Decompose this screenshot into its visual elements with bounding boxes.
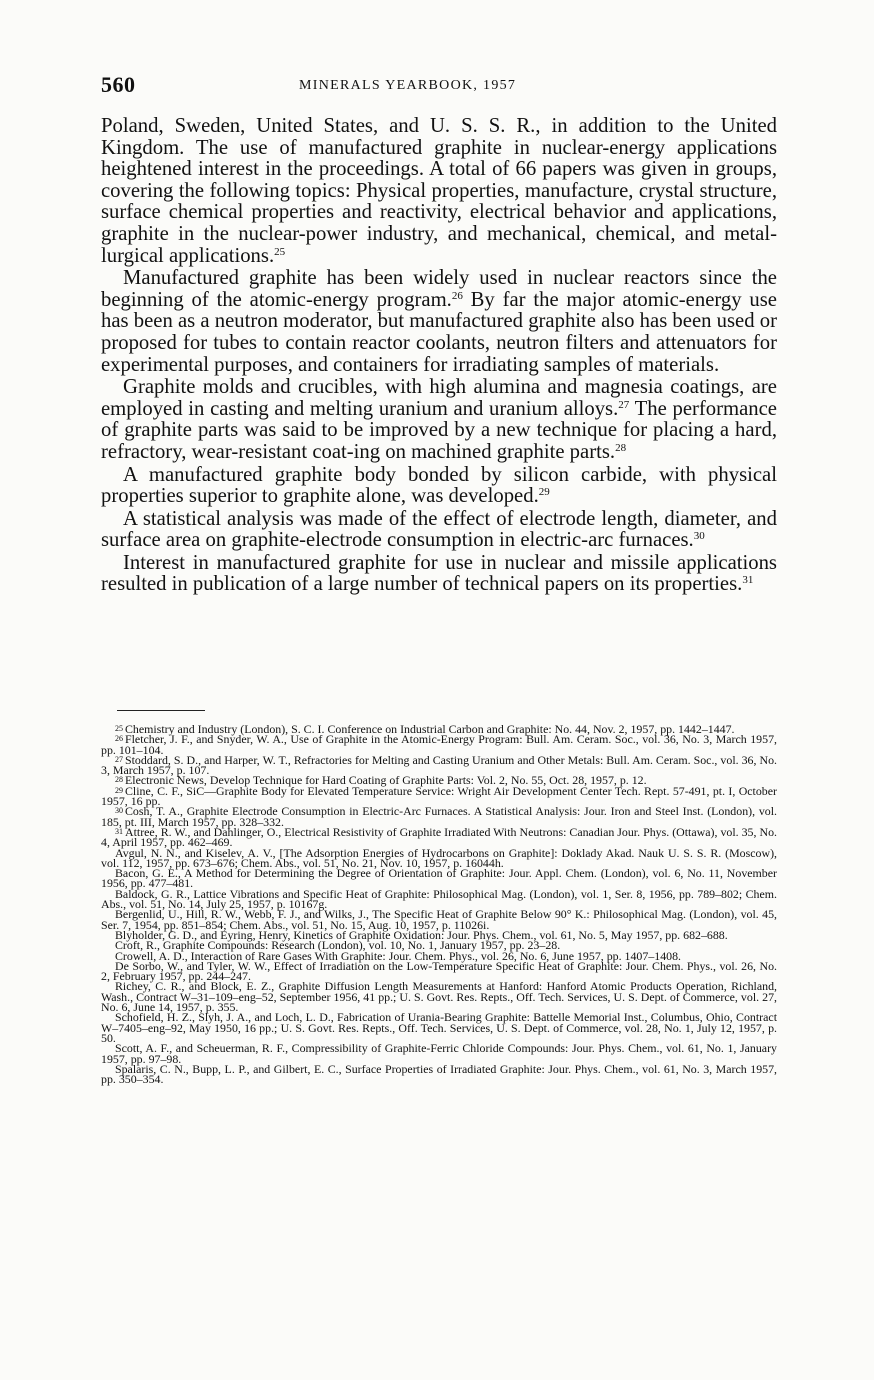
footnote-text: Chemistry and Industry (London), S. C. I. Conference on Industrial Carbon and Graphite: No. 44, Nov. 2, 1957, pp. 1442–1447. [125, 722, 735, 736]
footnote-number: 31 [115, 826, 123, 836]
footnote-number: 27 [115, 754, 123, 764]
footnote [101, 734, 777, 755]
footnote-ref: 26 [451, 289, 463, 302]
footnote-ref: 30 [693, 530, 705, 543]
paragraph-text: Graphite molds and crucibles, with high alumina and magnesia coatings, are employed in casting and melting uranium and uranium alloys. [101, 376, 777, 420]
footnote [101, 752, 777, 778]
footnote-text: Fletcher, J. F., and Snyder, W. A., Use of Graphite in the Atomic-Energy Program: Bull. Am. Ceram. Soc., vol. 36, No. 3, March 1957, pp. 101–104. [101, 732, 777, 757]
page-number: 560 [101, 72, 136, 97]
paragraph [101, 268, 777, 376]
footnote-number: 25 [115, 724, 123, 733]
footnote-ref: 31 [742, 574, 754, 587]
footnote-text: Cosh, T. A., Graphite Electrode Consumption in Electric-Arc Furnaces. A Statistical Analysis: Jour. Iron and Steel Inst. (London), vol. 185, pt. III, March 1957, pp. 328–332. [101, 804, 777, 829]
paragraph-text: Manufactured graphite has been widely used in nuclear reactors since the beginning of the atomic-energy program. [101, 267, 777, 311]
footnote [101, 958, 777, 984]
footnote-ref: 28 [615, 441, 627, 454]
footnote-text: Schofield, H. Z., Slyh, J. A., and Loch, L. D., Fabrication of Urania-Bearing Graphite: Battelle Memorial Inst., Columbus, Ohio, Contract W–7405–eng–92, May 1950, 16 pp.; U. S. Govt. Res. Repts., Off. Tech. Services, U. S. Dept. of Commerce, vol. 28, No. 1, July 12, 1957, p. 50. [101, 1010, 777, 1045]
paragraph-text: By far the major atomic-energy use has been as a neutron moderator, but manufactured graphite also has been used or proposed for tubes to contain reactor coolants, neutron filters and attenuators for experimental purposes, and containers for irradiating samples of materials. [101, 288, 777, 376]
footnote-text: Crowell, A. D., Interaction of Rare Gases With Graphite: Jour. Chem. Phys., vol. 26, No. 6, June 1957, pp. 1407–1408. [115, 948, 682, 963]
footnote-number: 28 [115, 775, 123, 785]
footnote [101, 806, 777, 827]
footnotes [101, 722, 777, 1087]
paragraph [101, 553, 777, 596]
footnote-ref: 27 [618, 398, 630, 411]
footnote-text: Baldock, G. R., Lattice Vibrations and Specific Heat of Graphite: Philosophical Mag. (London), vol. 1, Ser. 8, 1956, pp. 789–802; Chem. Abs., vol. 51, No. 14, July 25, 1957, p. 10167g. [101, 886, 777, 912]
footnote [101, 979, 777, 1015]
footnote-number: 29 [115, 785, 123, 795]
footnote-text: Cline, C. F., SiC—Graphite Body for Elevated Temperature Service: Wright Air Development Center Tech. Rept. 57-491, pt. I, October 1957, 16 pp. [101, 783, 777, 809]
footnote-text: Croft, R., Graphite Compounds: Research (London), vol. 10, No. 1, January 1957, pp. 23–28. [115, 938, 561, 953]
footnote-number: 26 [115, 734, 123, 744]
paragraph-text: The performance of graphite parts was said to be improved by a new technique for placing a hard, refractory, wear-resistant coat-ing on machined graphite parts. [101, 397, 777, 463]
footnote-ref: 29 [538, 486, 550, 499]
footnote-number: 30 [115, 806, 123, 816]
footnote [101, 909, 777, 930]
footnote-text: Electronic News, Develop Technique for Hard Coating of Graphite Parts: Vol. 2, No. 55, Oct. 28, 1957, p. 12. [125, 773, 647, 788]
footnote-text: Stoddard, S. D., and Harper, W. T., Refractories for Melting and Casting Uranium and Other Metals: Bull. Am. Ceram. Soc., vol. 36, No. 3, March 1957, p. 107. [101, 752, 777, 778]
footnote [101, 845, 777, 870]
footnote [101, 1012, 777, 1043]
footnote-text: De Sorbo, W., and Tyler, W. W., Effect of Irradiation on the Low-Temperature Specific Heat of Graphite: Jour. Chem. Phys., vol. 26, No. 2, February 1957, pp. 244–247. [101, 958, 777, 984]
footnote [101, 783, 777, 809]
running-head: MINERALS YEARBOOK, 1957 [299, 78, 517, 93]
paragraph-text: Poland, Sweden, United States, and U. S. S. R., in addition to the United Kingdom. The use of manufactured graphite in nuclear-energy applications heightened interest in the proceedings. A total of 66 papers was given in groups, covering the following topics: Physical properties, manufacture, crystal structure, surface chemical properties and reactivity, electrical behavior and applications, graphite in the nuclear-power industry, and mechanical, chemical, and metal-lurgical applications. [101, 115, 777, 267]
footnote [101, 1043, 777, 1064]
footnote-text: Bergenlid, U., Hill, R. W., Webb, F. J., and Wilks, J., The Specific Heat of Graphite Below 90° K.: Philosophical Mag. (London), vol. 45, Ser. 7, 1954, pp. 851–854; Chem. Abs., vol. 51, No. 15, Aug. 10, 1957, p. 11026i. [101, 907, 777, 932]
paragraph-text: Interest in manufactured graphite for use in nuclear and missile applications resulted in publication of a large number of technical papers on its properties. [101, 551, 777, 596]
footnote-text: Richey, C. R., and Block, E. Z., Graphite Diffusion Length Measurements at Hanford: Hanford Atomic Products Operation, Richland, Wash., Contract W–31–109–eng–52, September 1956, 41 pp.; U. S. Govt. Res. Repts., Off. Tech. Services, U. S. Dept. of Commerce, vol. 27, No. 6, June 14, 1957, p. 355. [101, 979, 777, 1015]
paragraph [101, 465, 777, 508]
footnote-text: Spalaris, C. N., Bupp, L. P., and Gilbert, E. C., Surface Properties of Irradiated Graphite: Jour. Phys. Chem., vol. 61, No. 3, March 1957, pp. 350–354. [101, 1061, 777, 1087]
footnote-text: Bacon, G. E., A Method for Determining the Degree of Orientation of Graphite: Jour. Appl. Chem. (London), vol. 6, No. 11, November 1956, pp. 477–481. [101, 866, 777, 891]
paragraph-text: A statistical analysis was made of the effect of electrode length, diameter, and surface area on graphite-electrode consumption in electric-arc furnaces. [101, 507, 777, 552]
footnote [101, 886, 777, 912]
page-header [101, 72, 777, 102]
paragraph [101, 509, 777, 552]
footnote [101, 868, 777, 889]
footnote-text: Avgul, N. N., and Kiselev, A. V., [The Adsorption Energies of Hydrocarbons on Graphite]: Doklady Akad. Nauk U. S. S. R. (Moscow), vol. 112, 1957, pp. 673–676; Chem. Abs., vol. 51, No. 21, Nov. 10, 1957, p. 16044h. [101, 845, 777, 870]
footnote-text: Scott, A. F., and Scheuerman, R. F., Compressibility of Graphite-Ferric Chloride Compounds: Jour. Phys. Chem., vol. 61, No. 1, January 1957, pp. 97–98. [101, 1041, 777, 1066]
paragraph [101, 377, 777, 463]
body-text [101, 116, 777, 597]
footnote-text: Blyholder, G. D., and Eyring, Henry, Kinetics of Graphite Oxidation: Jour. Phys. Chem., vol. 61, No. 5, May 1957, pp. 682–688. [115, 927, 728, 942]
footnote [101, 824, 777, 850]
footnote-ref: 25 [274, 245, 286, 258]
footnote-text: Attree, R. W., and Dahlinger, O., Electrical Resistivity of Graphite Irradiated With Neutrons: Canadian Jour. Phys. (Ottawa), vol. 35, No. 4, April 1957, pp. 462–469. [101, 824, 777, 850]
footnote [101, 1061, 777, 1087]
paragraph-text: A manufactured graphite body bonded by silicon carbide, with physical properties superior to graphite alone, was developed. [101, 463, 777, 508]
paragraph [101, 116, 777, 267]
footnote-divider [117, 710, 205, 711]
